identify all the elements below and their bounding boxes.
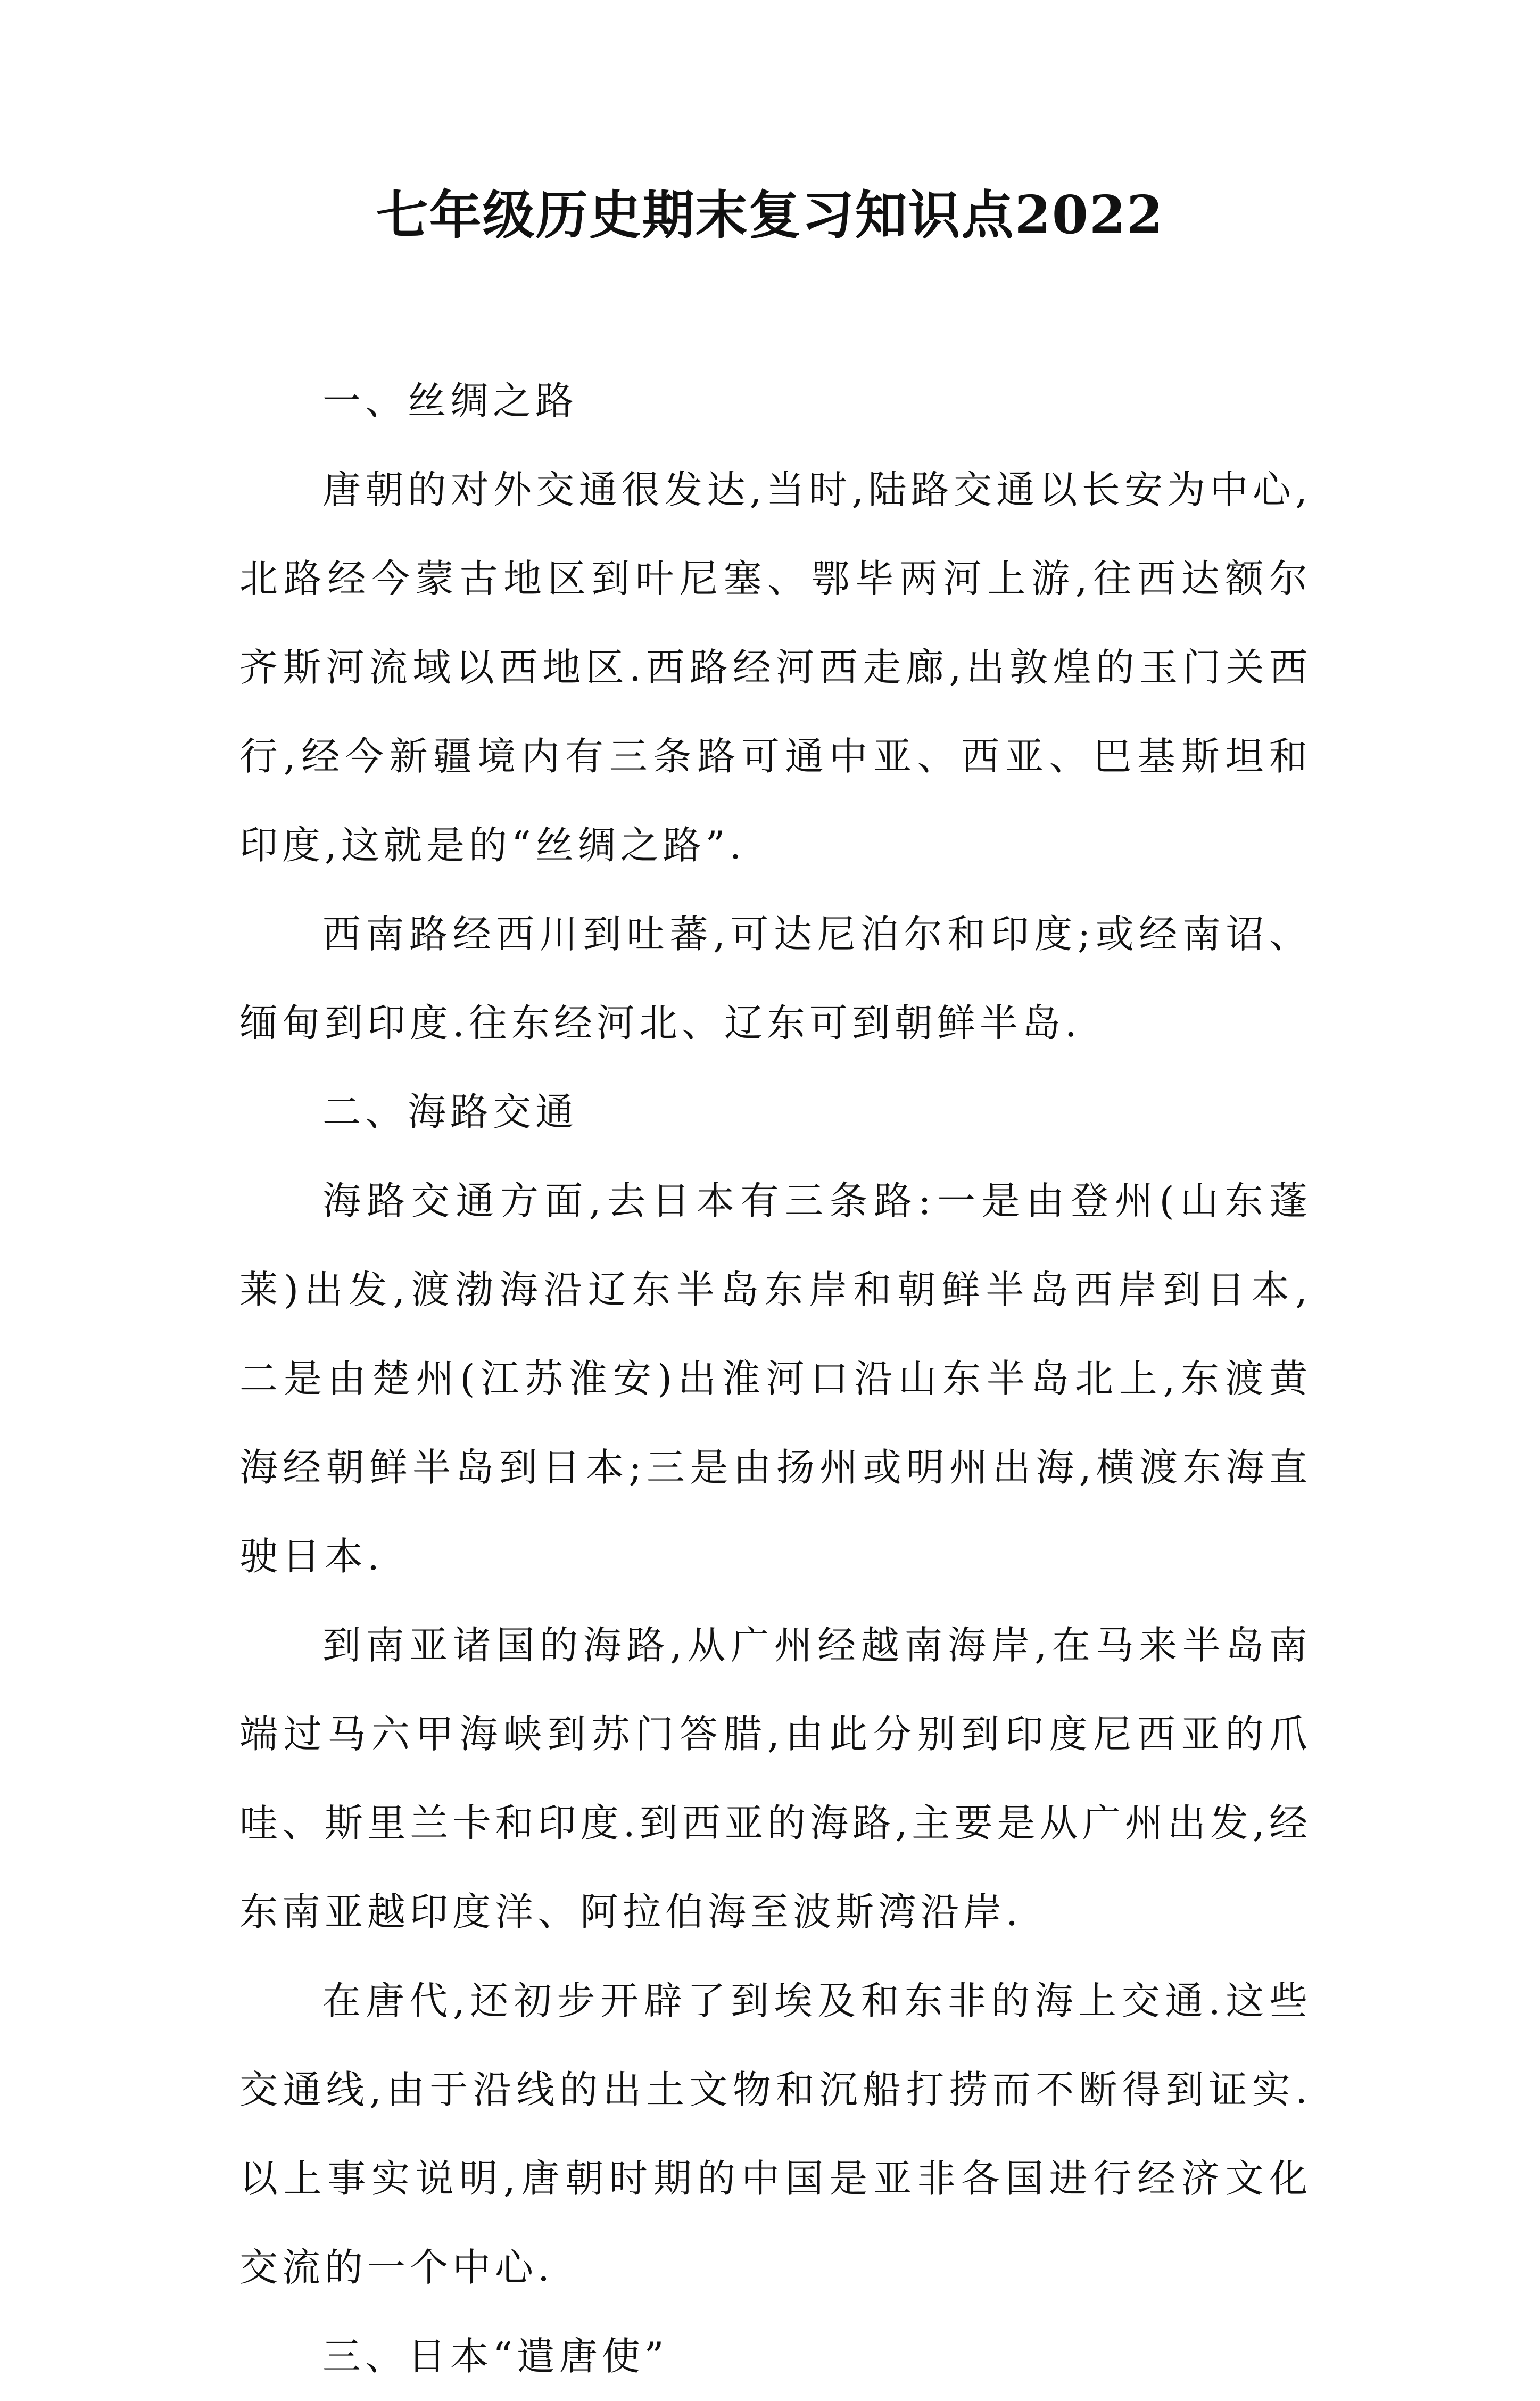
paragraph-tang-exchange-center: 在唐代,还初步开辟了到埃及和东非的海上交通.这些交通线,由于沿线的出土文物和沉船打捞而不断得到证实.以上事实说明,唐朝时期的中国是亚非各国进行经济文化交流的一个中心. (239, 1978, 1312, 2290)
paragraph-southwest-route: 西南路经西川到吐蕃,可达尼泊尔和印度;或经南诏、缅甸到印度.往东经河北、辽东可到朝鲜半岛. (239, 912, 1312, 1045)
section-heading-sea-routes: 二、海路交通 (322, 1090, 578, 1134)
section-heading-silk-road: 一、丝绸之路 (322, 378, 578, 423)
paragraph-land-routes: 唐朝的对外交通很发达,当时,陆路交通以长安为中心,北路经今蒙古地区到叶尼塞、鄂毕两河上游,往西达额尔齐斯河流域以西地区.西路经河西走廊,出敦煌的玉门关西行,经今新疆境内有三条路可通中亚、西亚、巴基斯坦和印度,这就是的“丝绸之路”. (239, 467, 1312, 868)
paragraph-routes-to-south-asia: 到南亚诸国的海路,从广州经越南海岸,在马来半岛南端过马六甲海峡到苏门答腊,由此分别到印度尼西亚的爪哇、斯里兰卡和印度.到西亚的海路,主要是从广州出发,经东南亚越印度洋、阿拉伯海至波斯湾沿岸. (239, 1623, 1312, 1934)
paragraph-routes-to-japan: 海路交通方面,去日本有三条路:一是由登州(山东蓬莱)出发,渡渤海沿辽东半岛东岸和朝鲜半岛西岸到日本,二是由楚州(江苏淮安)出淮河口沿山东半岛北上,东渡黄海经朝鲜半岛到日本;三是由扬州或明州出海,横渡东海直驶日本. (239, 1178, 1312, 1579)
document-body (239, 357, 1312, 2401)
document-title: 七年级历史期末复习知识点2022 (376, 185, 1164, 246)
section-heading-japanese-envoys: 三、日本“遣唐使” (322, 2334, 668, 2379)
